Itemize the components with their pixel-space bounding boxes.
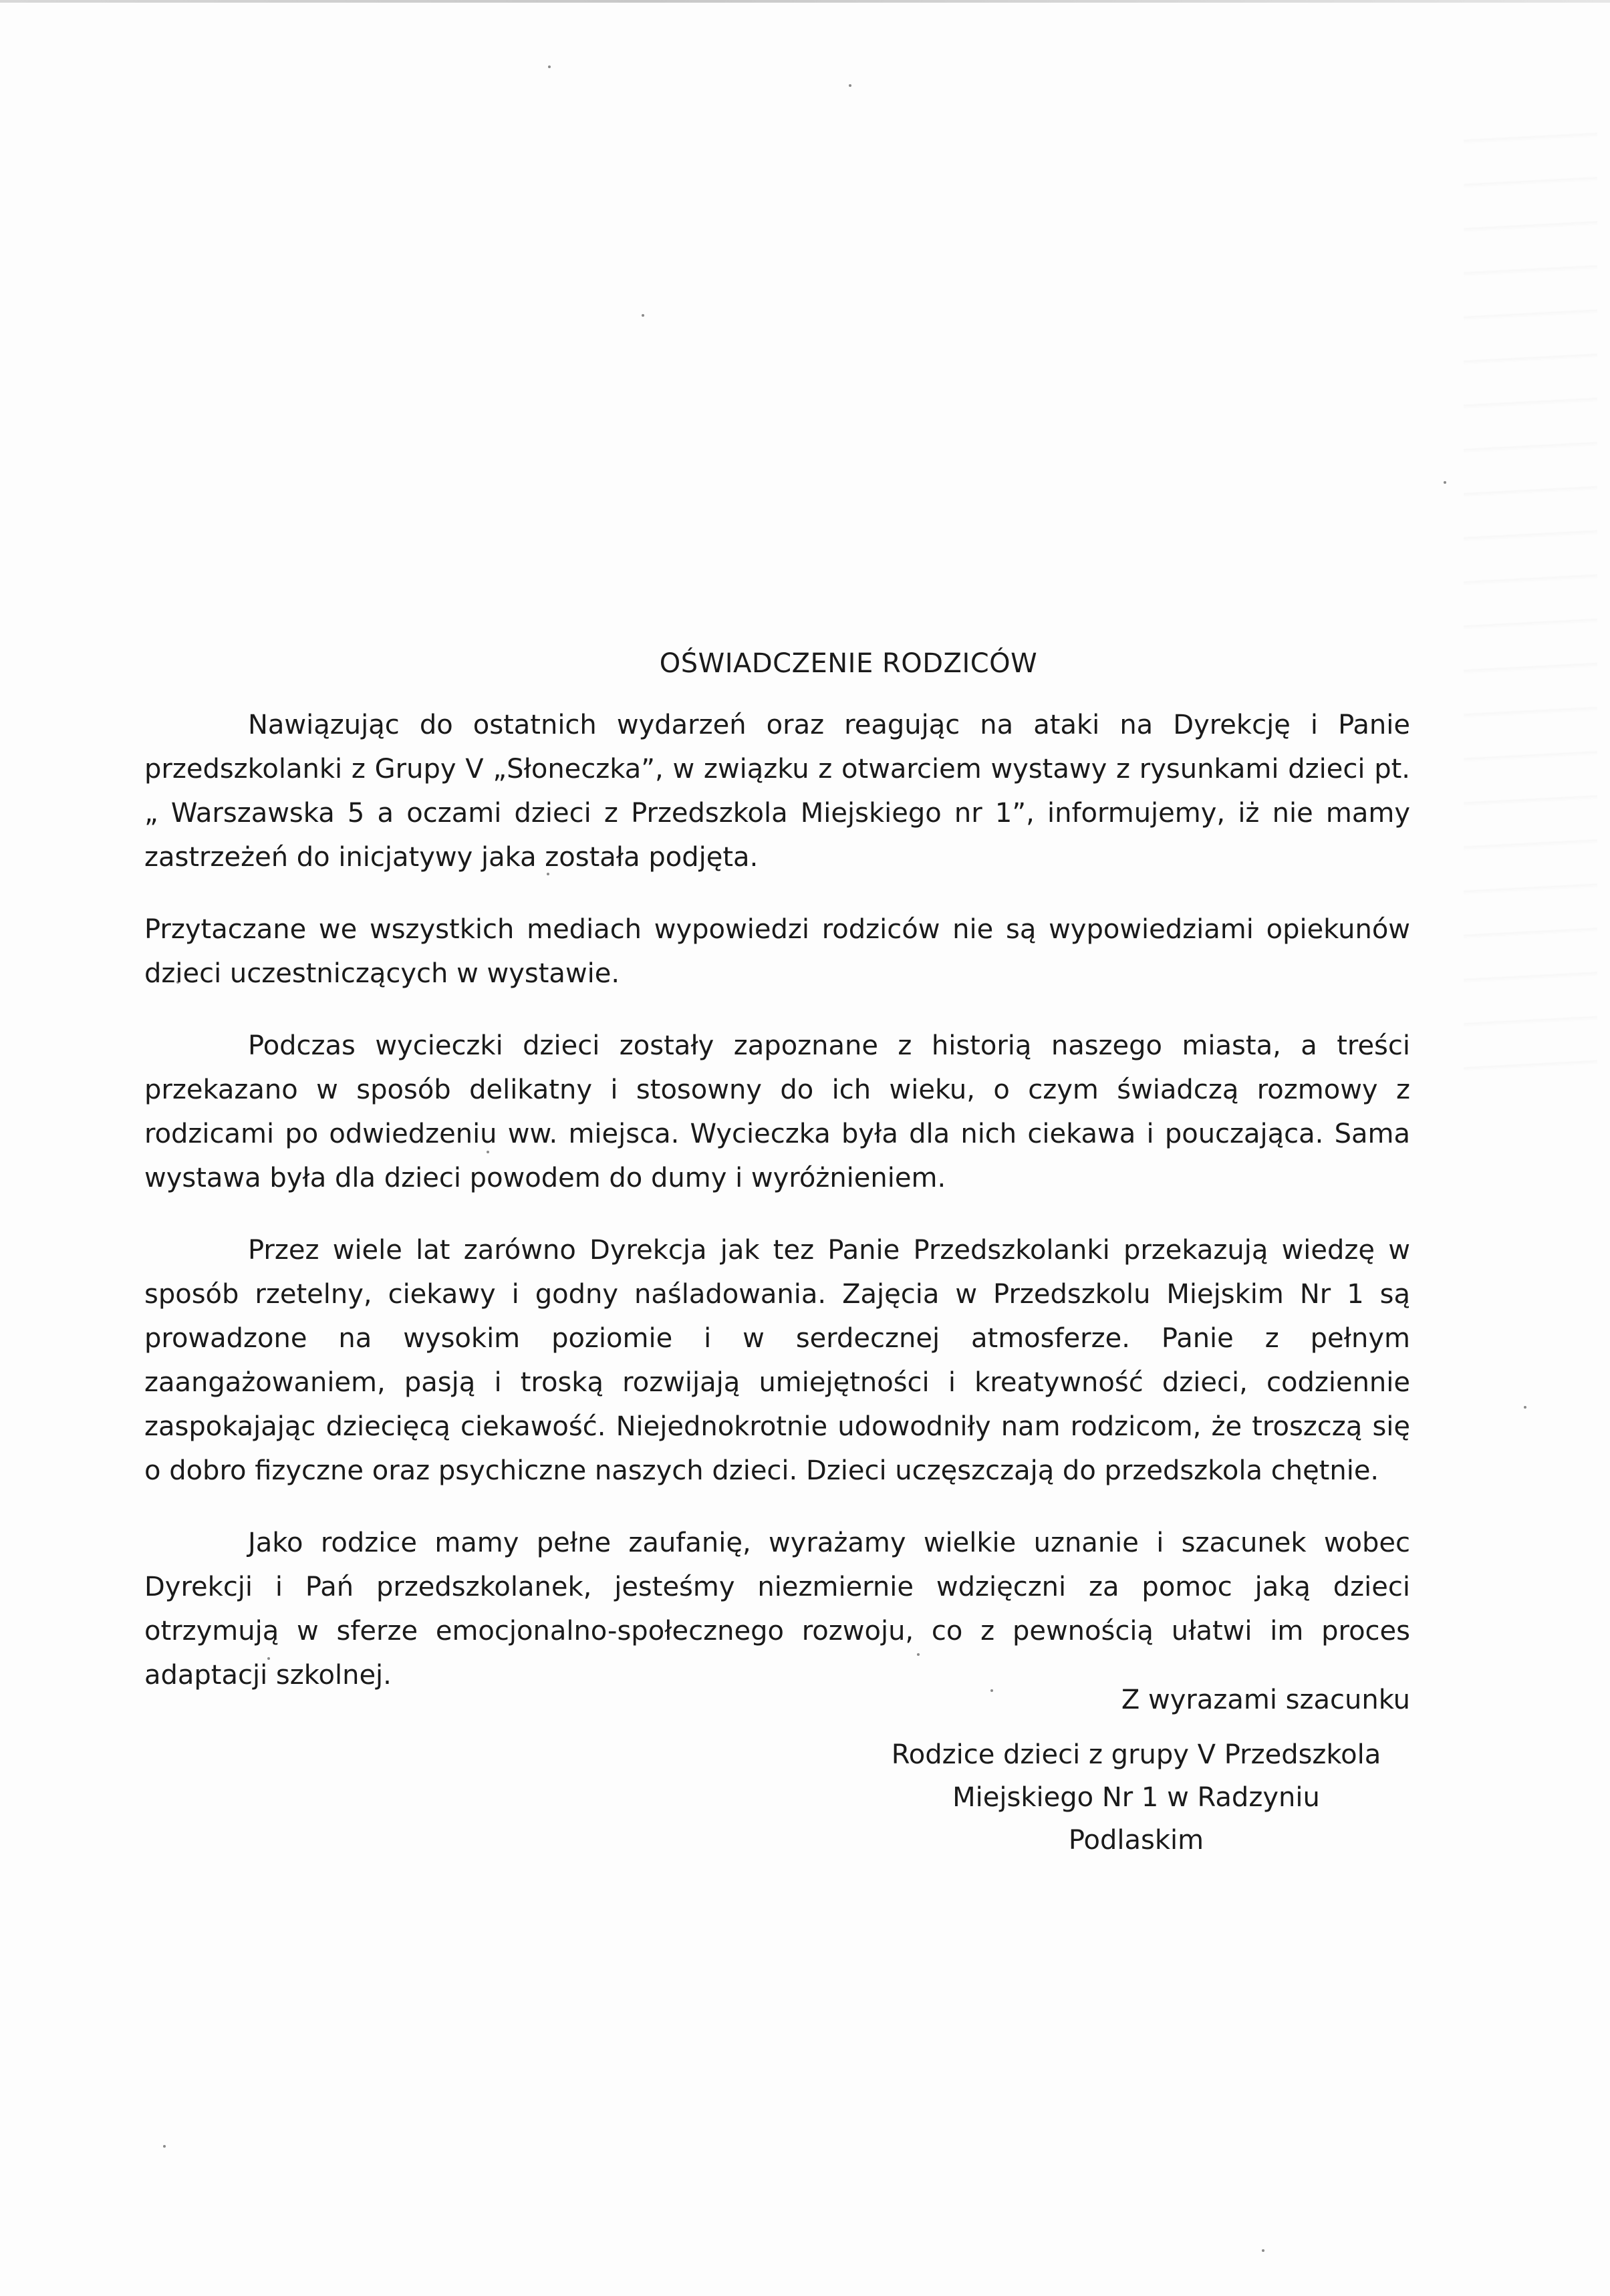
paragraph-3: Podczas wycieczki dzieci zostały zapoznane z historią naszego miasta, a treści przekazano w sposób delikatny i stosowny do ich wieku, o czym świadczą rozmowy z rodzicami po odwiedzeniu ww. miejsca. Wycieczka była dla nich ciekawa i pouczająca. Sama wystawa była dla dzieci powodem do dumy i wyróżnieniem. (144, 1030, 1410, 1193)
signature-line: Rodzice dzieci z grupy V Przedszkola (891, 1739, 1381, 1770)
closing-phrase: Z wyrazami szacunku (1121, 1685, 1410, 1715)
document-body (144, 703, 1410, 1725)
signature-line: Miejskiego Nr 1 w Radzyniu (952, 1782, 1320, 1813)
paragraph-2: Przytaczane we wszystkich mediach wypowiedzi rodziców nie są wypowiedziami opiekunów dzieci uczestniczących w wystawie. (144, 914, 1410, 989)
signature-block (862, 1679, 1410, 1862)
signature-line: Podlaskim (1068, 1825, 1204, 1856)
paragraph-4: Przez wiele lat zarówno Dyrekcja jak tez Panie Przedszkolanki przekazują wiedzę w sposób rzetelny, ciekawy i godny naśladowania. Zajęcia w Przedszkolu Miejskim Nr 1 są prowadzone na wysokim poziomie i w serdecznej atmosferze. Panie z pełnym zaangażowaniem, pasją i troską rozwijają umiejętności i kreatywność dzieci, codziennie zaspokajając dziecięcą ciekawość. Niejednokrotnie udowodniły nam rodzicom, że troszczą się o dobro fizyczne oraz psychiczne naszych dzieci. Dzieci uczęszczają do przedszkola chętnie. (144, 1235, 1410, 1486)
paragraph-5: Jako rodzice mamy pełne zaufanię, wyrażamy wielkie uznanie i szacunek wobec Dyrekcji i Pań przedszkolanek, jesteśmy niezmiernie wdzięczni za pomoc jaką dzieci otrzymują w sferze emocjonalno-społecznego rozwoju, co z pewnością ułatwi im proces adaptacji szkolnej. (144, 1528, 1410, 1691)
document-title: OŚWIADCZENIE RODZICÓW (659, 648, 1038, 679)
paragraph-1: Nawiązując do ostatnich wydarzeń oraz reagując na ataki na Dyrekcję i Panie przedszkolanki z Grupy V „Słoneczka”, w związku z otwarciem wystawy z rysunkami dzieci pt. „ Warszawska 5 a oczami dzieci z Przedszkola Miejskiego nr 1”, informujemy, iż nie mamy zastrzeżeń do inicjatywy jaka została podjęta. (144, 710, 1410, 873)
